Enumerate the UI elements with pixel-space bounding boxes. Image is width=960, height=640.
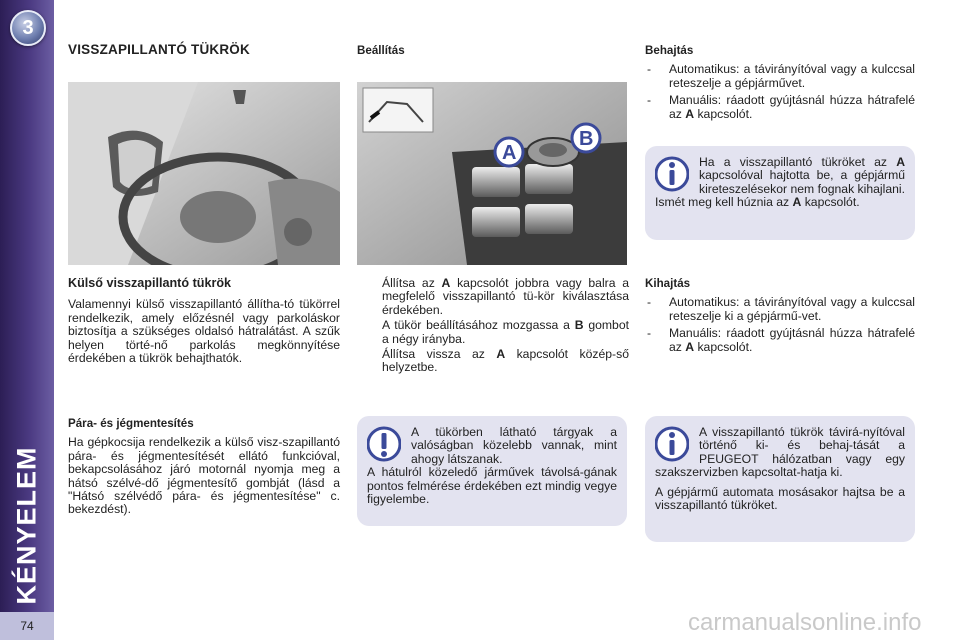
warning-text-2: A hátulról közeledő járművek távolsá-gának pontos felmérése érdekében ezt mindig vegye figyelembe. bbox=[367, 465, 617, 507]
info-text-network-1: A visszapillantó tükrök távirá-nyítóval történő ki- és behaj-tását a PEUGEOT hálózatban vagy egy szakszervizben kapcsoltat-hatja ki. bbox=[655, 425, 905, 480]
chapter-number: 3 bbox=[22, 16, 34, 39]
adjustment-title: Beállítás bbox=[357, 44, 405, 57]
info-text-network-2: A gépjármű automata mosásakor hajtsa be a visszapillantó tükröket. bbox=[655, 484, 905, 513]
unfold-item: - Automatikus: a távirányítóval vagy a kulccsal reteszelje ki a gépjármű-vet. bbox=[647, 295, 915, 323]
unfold-item: - Manuális: ráadott gyújtásnál húzza hátrafelé az A kapcsolót. bbox=[647, 326, 915, 354]
adjustment-steps bbox=[357, 277, 629, 375]
warning-box bbox=[357, 416, 627, 526]
info-icon bbox=[655, 156, 689, 192]
fold-list bbox=[645, 63, 915, 121]
callout-b: B bbox=[579, 128, 594, 150]
interior-mirror-photo bbox=[68, 82, 340, 265]
watermark: carmanualsonline.info bbox=[688, 609, 922, 636]
unfold-list bbox=[645, 296, 915, 354]
info-icon bbox=[655, 426, 689, 462]
section-text-exterior-mirrors: Valamennyi külső visszapillantó állítha-tó tükörrel rendelkezik, amely előzésnél vagy parkoláskor biztosítja a szükséges oldalsó hátralátást. A szűk helyen törté-nő parkolás megkönnyítése érdekében a tükrök behajthatók. bbox=[68, 297, 340, 366]
chapter-title: KÉNYELEM bbox=[11, 445, 42, 605]
section-text-defrost: Ha gépkocsija rendelkezik a külső visz-szapillantó pára- és jégmentesítését ellátó funkcióval, bekapcsolásához járó motornál nyomja meg a hátsó szélvé-dő jégmentesítő gombját (lásd a "Hátsó szélvédő pára- és jégmentesítése" c. bekezdést). bbox=[68, 435, 340, 517]
adjustment-step: A tükör beállításához mozgassa a B gombot a négy irányba. bbox=[382, 318, 629, 346]
info-box-network bbox=[645, 416, 915, 542]
fold-item: - Automatikus: a távirányítóval vagy a kulccsal reteszelje a gépjárművet. bbox=[647, 62, 915, 90]
warning-exclamation-icon bbox=[367, 426, 401, 462]
adjustment-step: Állítsa az A kapcsolót jobbra vagy balra a megfelelő visszapillantó tü-kör kiválasztása érdekében. bbox=[382, 276, 629, 317]
section-title-defrost: Pára- és jégmentesítés bbox=[68, 417, 194, 430]
chapter-title-vertical bbox=[4, 445, 50, 605]
section-title-exterior-mirrors: Külső visszapillantó tükrök bbox=[68, 276, 232, 290]
unfold-title: Kihajtás bbox=[645, 277, 691, 290]
fold-title: Behajtás bbox=[645, 44, 694, 57]
callout-a: A bbox=[502, 142, 517, 164]
fold-item: - Manuális: ráadott gyújtásnál húzza hátrafelé az A kapcsolót. bbox=[647, 93, 915, 121]
page-title: VISSZAPILLANTÓ TÜKRÖK bbox=[68, 42, 250, 57]
page-number: 74 bbox=[0, 612, 54, 640]
chapter-number-badge bbox=[10, 10, 46, 46]
adjustment-step: Állítsa vissza az A kapcsolót közép-ső helyzetbe. bbox=[382, 347, 629, 375]
mirror-control-photo bbox=[357, 82, 627, 265]
info-box-fold bbox=[645, 146, 915, 240]
info-text-fold: Ha a visszapillantó tükröket az A kapcsolóval hajtotta be, a gépjármű kireteszelésekor nem fognak kihajlani. Ismét meg kell húznia az A kapcsolót. bbox=[655, 155, 905, 210]
warning-text-1: A tükörben látható tárgyak a valóságban közelebb vannak, mint ahogy látszanak. bbox=[411, 425, 617, 466]
